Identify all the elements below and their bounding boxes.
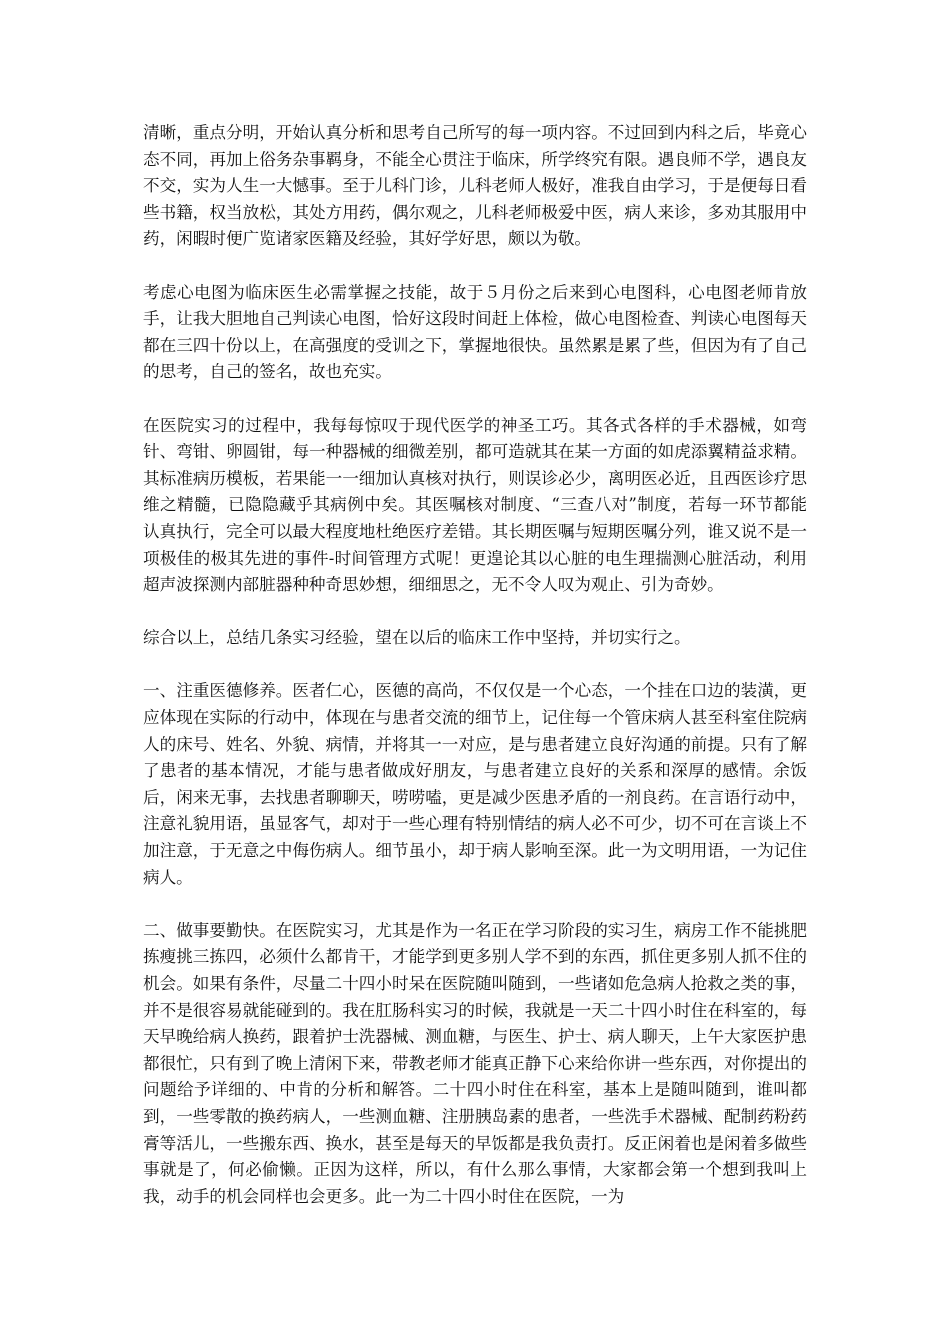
paragraph-summary: 综合以上，总结几条实习经验，望在以后的临床工作中坚持，并切实行之。 (143, 628, 691, 648)
paragraph-ecg: 考虑心电图为临床医生必需掌握之技能，故于５月份之后来到心电图科，心电图老师肯放手，让我大胆地自己判读心电图，恰好这段时间赶上体检，做心电图检查、判读心电图每天都在三四十份以上，在高强度的受训之下，掌握地很快。虽然累是累了些，但因为有了自己的思考，自己的签名，故也充实。 (143, 282, 807, 382)
document-page (143, 120, 807, 1210)
paragraph-pediatrics: 清晰，重点分明，开始认真分析和思考自己所写的每一项内容。不过回到内科之后，毕竟心态不同，再加上俗务杂事羁身，不能全心贯注于临床，所学终究有限。遇良师不学，遇良友不交，实为人生一大憾事。至于儿科门诊，儿科老师人极好，准我自由学习，于是便每日看些书籍，权当放松，其处方用药，偶尔观之，儿科老师极爱中医，病人来诊，多劝其服用中药，闲暇时便广览诸家医籍及经验，其好学好思，颇以为敬。 (143, 123, 807, 249)
paragraph-diligence: 二、做事要勤快。在医院实习，尤其是作为一名正在学习阶段的实习生，病房工作不能挑肥拣瘦挑三拣四，必须什么都肯干，才能学到更多别人学不到的东西，抓住更多别人抓不住的机会。如果有条件，尽量二十四小时呆在医院随叫随到，一些诸如危急病人抢救之类的事，并不是很容易就能碰到的。我在肛肠科实习的时候，我就是一天二十四小时住在科室的，每天早晚给病人换药，跟着护士洗器械、测血糖，与医生、护士、病人聊天，上午大家医护患都很忙，只有到了晚上清闲下来，带教老师才能真正静下心来给你讲一些东西，对你提出的问题给予详细的、中肯的分析和解答。二十四小时住在科室，基本上是随叫随到，谁叫都到，一些零散的换药病人，一些测血糖、注册胰岛素的患者，一些洗手术器械、配制药粉药膏等活儿，一些搬东西、换水，甚至是每天的早饭都是我负责打。反正闲着也是闲着多做些事就是了，何必偷懒。正因为这样，所以，有什么那么事情，大家都会第一个想到我叫上我，动手的机会同样也会更多。此一为二十四小时住在医院，一为 (143, 920, 807, 1206)
paragraph-medical-ethics: 一、注重医德修养。医者仁心，医德的高尚，不仅仅是一个心态，一个挂在口边的装潢，更应体现在实际的行动中，体现在与患者交流的细节上，记住每一个管床病人甚至科室住院病人的床号、姓名、外貌、病情，并将其一一对应，是与患者建立良好沟通的前提。只有了解了患者的基本情况，才能与患者做成好朋友，与患者建立良好的关系和深厚的感情。余饭后，闲来无事，去找患者聊聊天，唠唠嗑，更是减少医患矛盾的一剂良药。在言语行动中，注意礼貌用语，虽显客气，却对于一些心理有特别情结的病人必不可少，切不可在言谈上不加注意，于无意之中侮伤病人。细节虽小，却于病人影响至深。此一为文明用语，一为记住病人。 (143, 681, 807, 887)
paragraph-modern-medicine: 在医院实习的过程中，我每每惊叹于现代医学的神圣工巧。其各式各样的手术器械，如弯针、弯钳、卵圆钳，每一种器械的细微差别，都可造就其在某一方面的如虎添翼精益求精。其标准病历模板，若果能一一细加认真核对执行，则误诊必少，离明医必近，且西医诊疗思维之精髓，已隐隐藏乎其病例中矣。其医嘱核对制度、“三查八对”制度，若每一环节都能认真执行，完全可以最大程度地杜绝医疗差错。其长期医嘱与短期医嘱分列，谁又说不是一项极佳的极其先进的事件-时间管理方式呢！更遑论其以心脏的电生理揣测心脏活动，利用超声波探测内部脏器种种奇思妙想，细细思之，无不令人叹为观止、引为奇妙。 (143, 415, 807, 595)
